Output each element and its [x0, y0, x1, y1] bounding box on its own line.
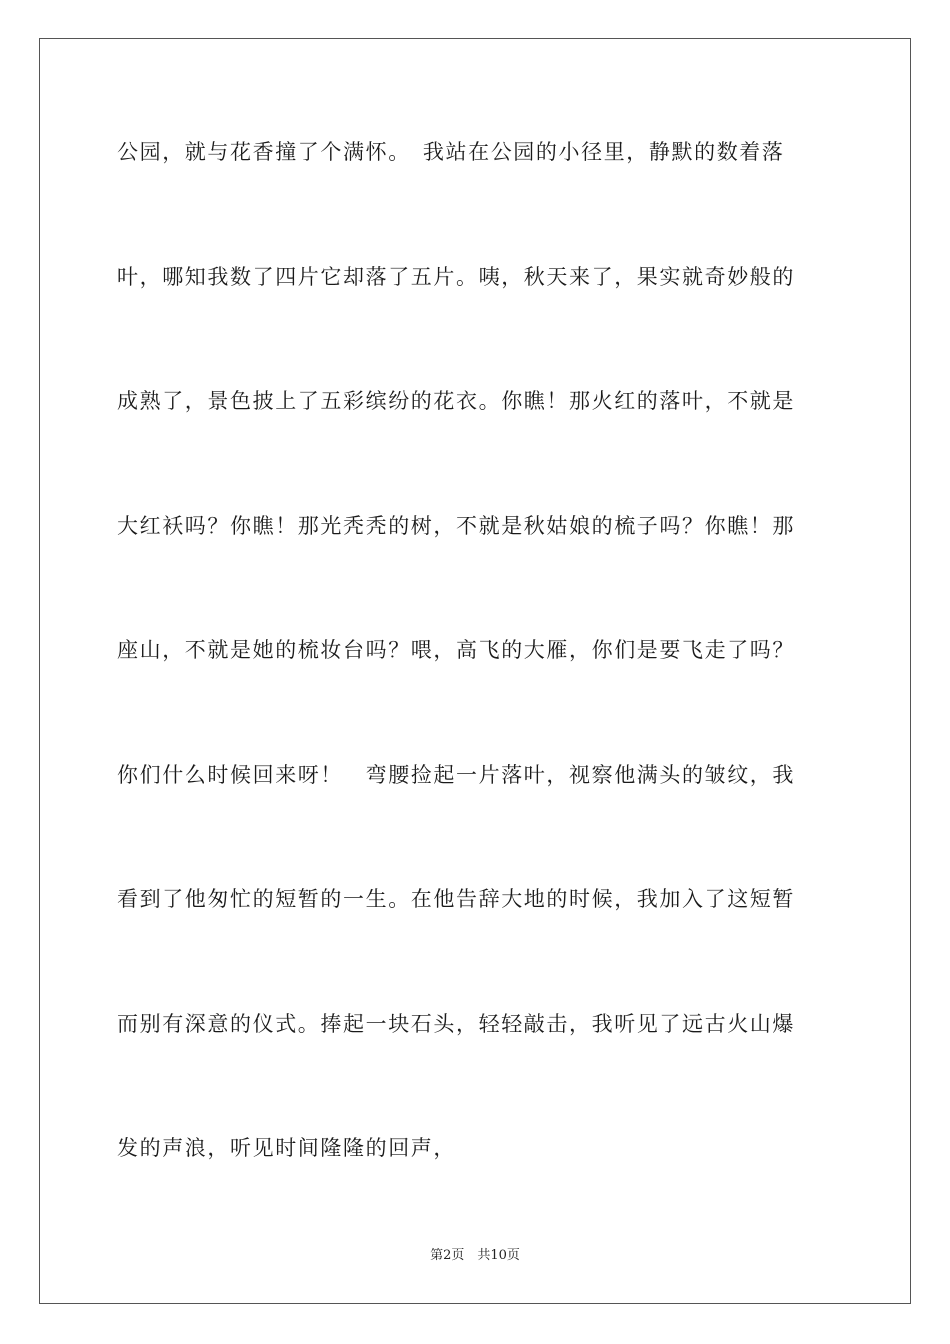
text-line: 公园，就与花香撞了个满怀。 我站在公园的小径里，静默的数着落 — [117, 140, 785, 164]
text-line: 大红袄吗？你瞧！那光秃秃的树，不就是秋姑娘的梳子吗？你瞧！那 — [117, 514, 795, 538]
text-line: 而别有深意的仪式。捧起一块石头，轻轻敲击，我听见了远古火山爆 — [117, 1012, 795, 1036]
text-line: 成熟了，景色披上了五彩缤纷的花衣。你瞧！那火红的落叶，不就是 — [117, 389, 795, 413]
text-line: 座山，不就是她的梳妆台吗？喂，高飞的大雁，你们是要飞走了吗？ — [117, 638, 795, 662]
text-line: 发的声浪，听见时间隆隆的回声， — [117, 1136, 456, 1160]
text-line: 看到了他匆忙的短暂的一生。在他告辞大地的时候，我加入了这短暂 — [117, 887, 795, 911]
text-line: 你们什么时候回来呀！ 弯腰捡起一片落叶，视察他满头的皱纹，我 — [117, 763, 795, 787]
page-border — [39, 38, 911, 1304]
page-number-footer: 第2页 共10页 — [430, 1248, 520, 1263]
text-line: 叶，哪知我数了四片它却落了五片。咦，秋天来了，果实就奇妙般的 — [117, 265, 795, 289]
